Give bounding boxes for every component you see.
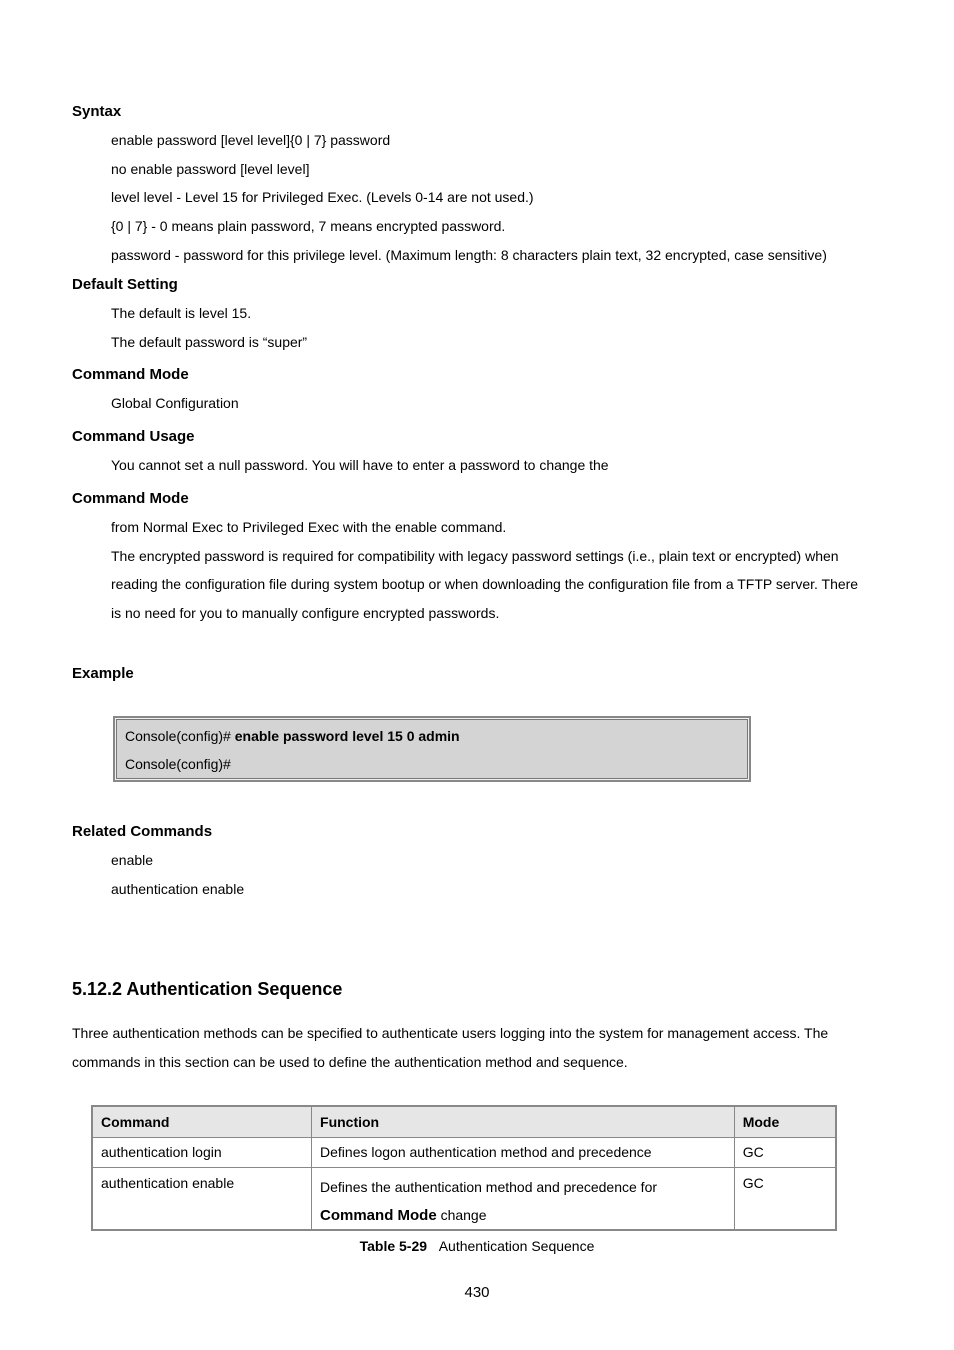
console-line-2: Console(config)#: [125, 756, 231, 772]
command-mode-line: Global Configuration: [111, 395, 239, 411]
section-paragraph-line: commands in this section can be used to define the authentication method and sequence.: [72, 1054, 628, 1070]
console-example-box: [113, 716, 751, 782]
related-command-item: enable: [111, 852, 154, 868]
cell-function-line1: Defines the authentication method and precedence for: [320, 1179, 658, 1195]
related-commands-heading: Related Commands: [72, 823, 213, 840]
syntax-heading: Syntax: [72, 103, 122, 120]
syntax-line: {0 | 7} - 0 means plain password, 7 means encrypted password.: [111, 218, 506, 234]
command-usage-line: You cannot set a null password. You will have to enter a password to change the: [111, 457, 609, 473]
cell-command: authentication login: [92, 1138, 312, 1168]
table-caption-label: Table 5-29: [359, 1238, 428, 1254]
page-number: 430: [464, 1284, 490, 1301]
syntax-line: level level - Level 15 for Privileged Exec. (Levels 0-14 are not used.): [111, 189, 534, 205]
table-row: [92, 1138, 836, 1168]
col-header-command: Command: [92, 1106, 312, 1138]
default-setting-line: The default is level 15.: [111, 305, 252, 321]
command-mode-line: is no need for you to manually configure encrypted passwords.: [111, 605, 500, 621]
default-setting-line: The default password is “super”: [111, 334, 308, 350]
syntax-line: no enable password [level level]: [111, 161, 310, 177]
command-mode-heading: Command Mode: [72, 366, 189, 383]
section-title: 5.12.2 Authentication Sequence: [72, 979, 343, 999]
console-line-1: [125, 728, 460, 744]
cell-function: Defines logon authentication method and precedence: [312, 1138, 735, 1168]
default-setting-heading: Default Setting: [72, 276, 178, 293]
console-command: enable password level 15 0 admin: [234, 728, 460, 744]
cell-mode: [734, 1168, 836, 1231]
col-header-function: Function: [312, 1106, 735, 1138]
cell-function-line2: [320, 1206, 726, 1225]
authentication-sequence-table: [91, 1105, 837, 1231]
cell-mode: GC: [734, 1138, 836, 1168]
col-header-mode: Mode: [734, 1106, 836, 1138]
cell-function-bold: Command Mode: [320, 1207, 437, 1224]
cell-command: [92, 1168, 312, 1231]
syntax-line: password - password for this privilege level. (Maximum length: 8 characters plain text, 32 encrypted, case sensitive): [111, 247, 827, 263]
cell-function: [312, 1168, 735, 1231]
table-row: [92, 1168, 836, 1231]
section-paragraph-line: Three authentication methods can be specified to authenticate users logging into the system for management access. The: [72, 1025, 829, 1041]
command-mode-heading-2: Command Mode: [72, 490, 189, 507]
command-mode-line: The encrypted password is required for compatibility with legacy password settings (i.e., plain text or encrypted) when: [111, 548, 839, 564]
table-caption-text: Authentication Sequence: [438, 1238, 595, 1254]
syntax-line: enable password [level level]{0 | 7} password: [111, 132, 391, 148]
cell-command-text: authentication enable: [101, 1175, 235, 1191]
cell-mode-text: GC: [742, 1175, 764, 1191]
example-heading: Example: [72, 665, 134, 682]
command-usage-heading: Command Usage: [72, 428, 195, 445]
command-mode-line: reading the configuration file during system bootup or when downloading the configuration file from a TFTP server. There: [111, 576, 859, 592]
command-mode-line: from Normal Exec to Privileged Exec with the enable command.: [111, 519, 507, 535]
cell-function-tail: change: [436, 1207, 487, 1223]
related-command-item: authentication enable: [111, 881, 245, 897]
table-caption: [0, 1238, 954, 1254]
console-prompt: Console(config)#: [125, 728, 235, 744]
